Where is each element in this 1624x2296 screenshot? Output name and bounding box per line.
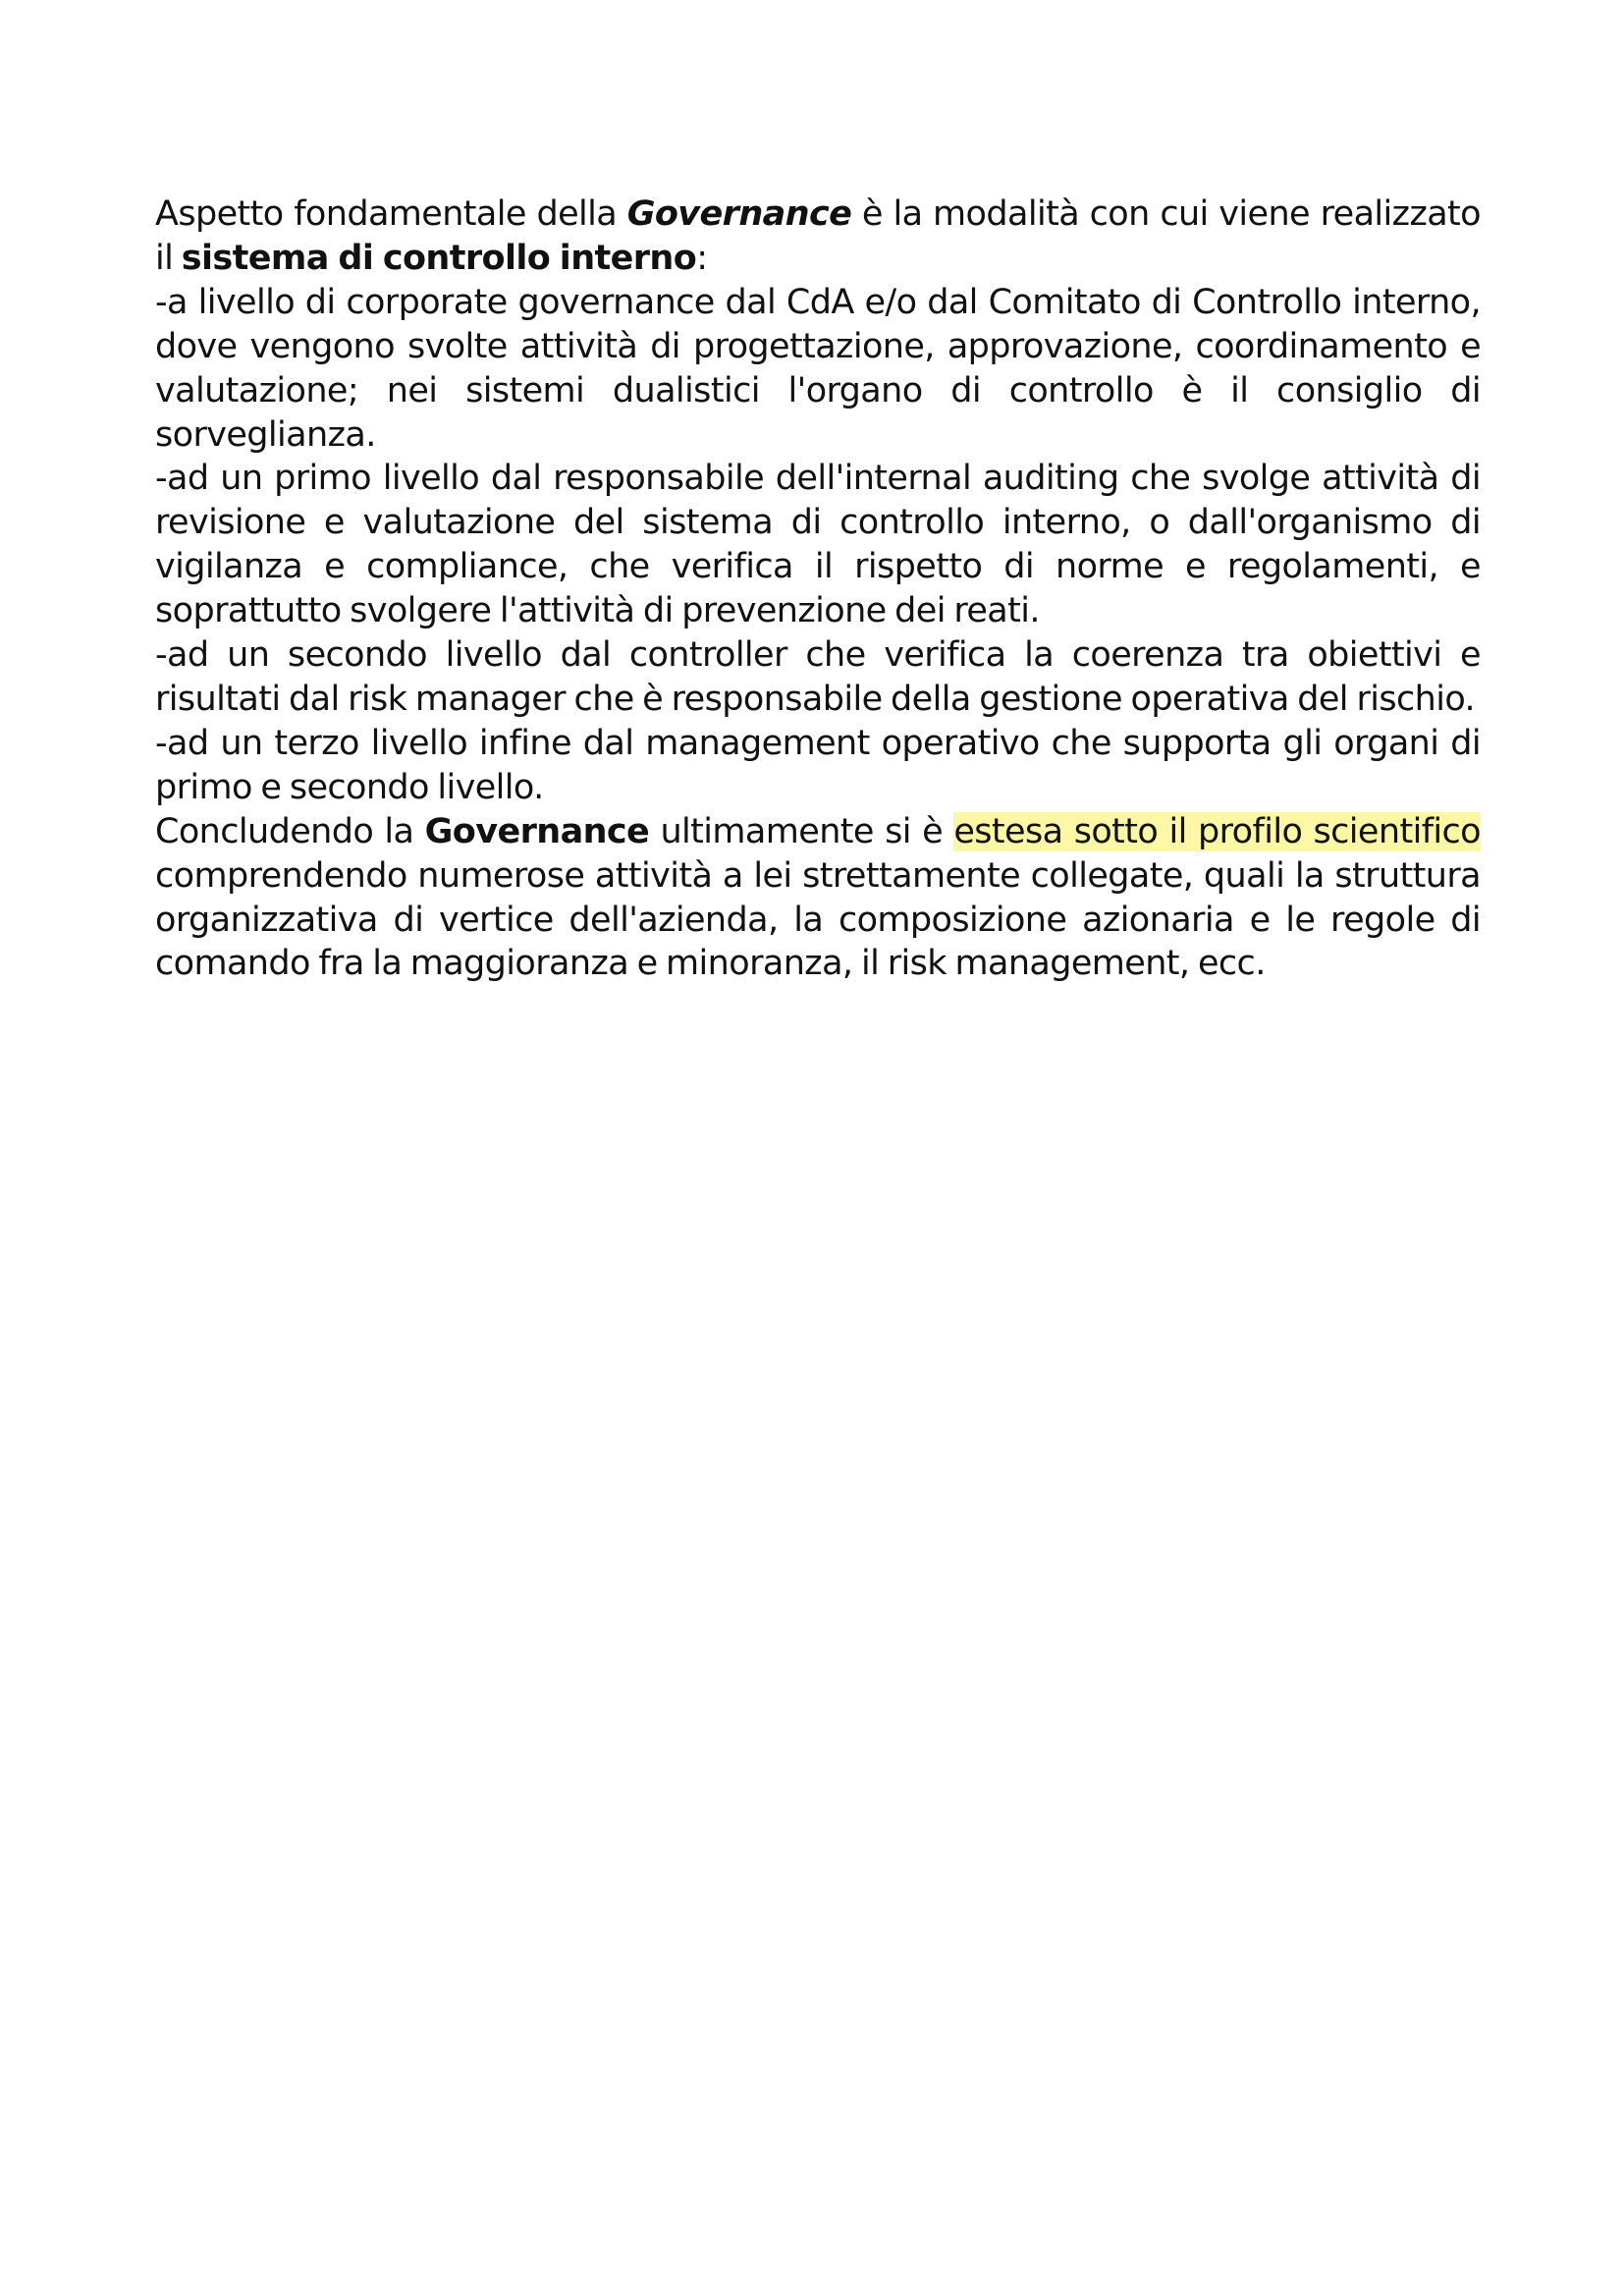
highlighted-text: estesa sotto il profilo scientifico [953, 811, 1481, 851]
paragraph-third-level: -ad un terzo livello infine dal management operativo che supporta gli organi di primo e secondo livello. [155, 723, 1481, 807]
paragraph-second-level: -ad un secondo livello dal controller che verifica la coerenza tra obiettivi e risultati dal risk manager che è responsabile della gestione operativa del rischio. [155, 635, 1481, 719]
paragraph-intro [155, 192, 1481, 281]
conclusion-text-start: Concludendo la [155, 811, 425, 851]
governance-term: Governance [626, 194, 852, 234]
body-text [155, 192, 1481, 986]
paragraph-first-level: -ad un primo livello dal responsabile dell'internal auditing che svolge attività di revisione e valutazione del sistema di controllo interno, o dall'organismo di vigilanza e compliance, che verifica il rispetto di norme e regolamenti, e soprattutto svolgere l'attività di prevenzione dei reati. [155, 459, 1481, 631]
governance-term-conclusion: Governance [424, 811, 650, 851]
paragraph-conclusion [155, 810, 1481, 987]
paragraph-corporate-level: -a livello di corporate governance dal CdA e/o dal Comitato di Controllo interno, dove vengono svolte attività di progettazione, approvazione, coordinamento e valutazione; nei sistemi dualistici l'organo di controllo è il consiglio di sorveglianza. [155, 282, 1481, 455]
intro-text-middle: è la modalità con cui viene realizzato il [155, 194, 1481, 278]
control-system-term: sistema di controllo interno [181, 238, 697, 278]
conclusion-text-end: comprendendo numerose attività a lei strettamente collegate, quali la struttura organizzativa di vertice dell'azienda, la composizione azionaria e le regole di comando fra la maggioranza e minoranza, il risk management, ecc. [155, 855, 1481, 984]
intro-text-start: Aspetto fondamentale della [155, 194, 627, 234]
conclusion-text-middle: ultimamente si è [649, 811, 954, 851]
intro-text-end: : [696, 238, 708, 278]
